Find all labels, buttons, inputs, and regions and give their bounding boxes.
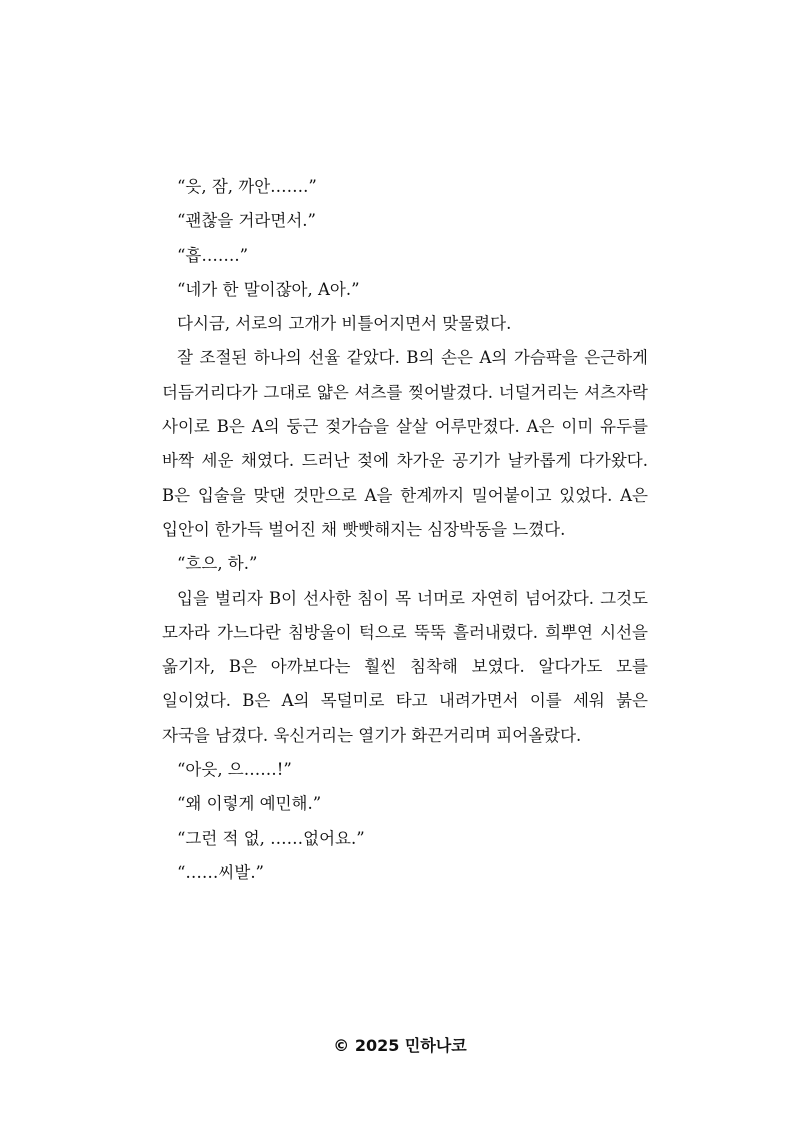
dialogue-line: “아읏, 으……!” — [177, 760, 292, 780]
body-text — [162, 170, 648, 890]
dialogue-line: “읏, 잠, 까안…….” — [177, 177, 317, 196]
narration-paragraph: 입을 벌리자 B이 선사한 침이 목 너머로 자연히 넘어갔다. 그것도 모자라 가느다란 침방울이 턱으로 뚝뚝 흘러내렸다. 희뿌연 시선을 옮기자, B은 아까보다는 훨씬 침착해 보였다. 알다가도 모를 일이었다. B은 A의 목덜미로 타고 내려가면서 이를 세워 붉은 자국을 남겼다. 욱신거리는 열기가 화끈거리며 피어올랐다. — [162, 588, 648, 745]
dialogue-line: “네가 한 말이잖아, A아.” — [177, 279, 360, 299]
dialogue-line: “왜 이렇게 예민해.” — [177, 794, 322, 814]
dialogue-line: “괜찮을 거라면서.” — [177, 211, 316, 231]
dialogue-line: “흡…….” — [177, 245, 249, 265]
dialogue-line: “흐으, 하.” — [177, 554, 258, 574]
narration-paragraph: 다시금, 서로의 고개가 비틀어지면서 맞물렸다. — [177, 314, 512, 334]
dialogue-line: “……씨발.” — [177, 862, 264, 882]
narration-paragraph: 잘 조절된 하나의 선율 같았다. B의 손은 A의 가슴팍을 은근하게 더듬거리다가 그대로 얇은 셔츠를 찢어발겼다. 너덜거리는 셔츠자락 사이로 B은 A의 둥근 젖가슴을 살살 어루만졌다. A은 이미 유두를 바짝 세운 채였다. 드러난 젖에 차가운 공기가 날카롭게 다가왔다. B은 입술을 맞댄 것만으로 A을 한계까지 밀어붙이고 있었다. A은 입안이 한가득 벌어진 채 빳빳해지는 심장박동을 느꼈다. — [162, 348, 648, 539]
dialogue-line: “그런 적 없, ……없어요.” — [177, 828, 365, 848]
copyright-notice: © 2025 민하나코 — [333, 1036, 467, 1055]
